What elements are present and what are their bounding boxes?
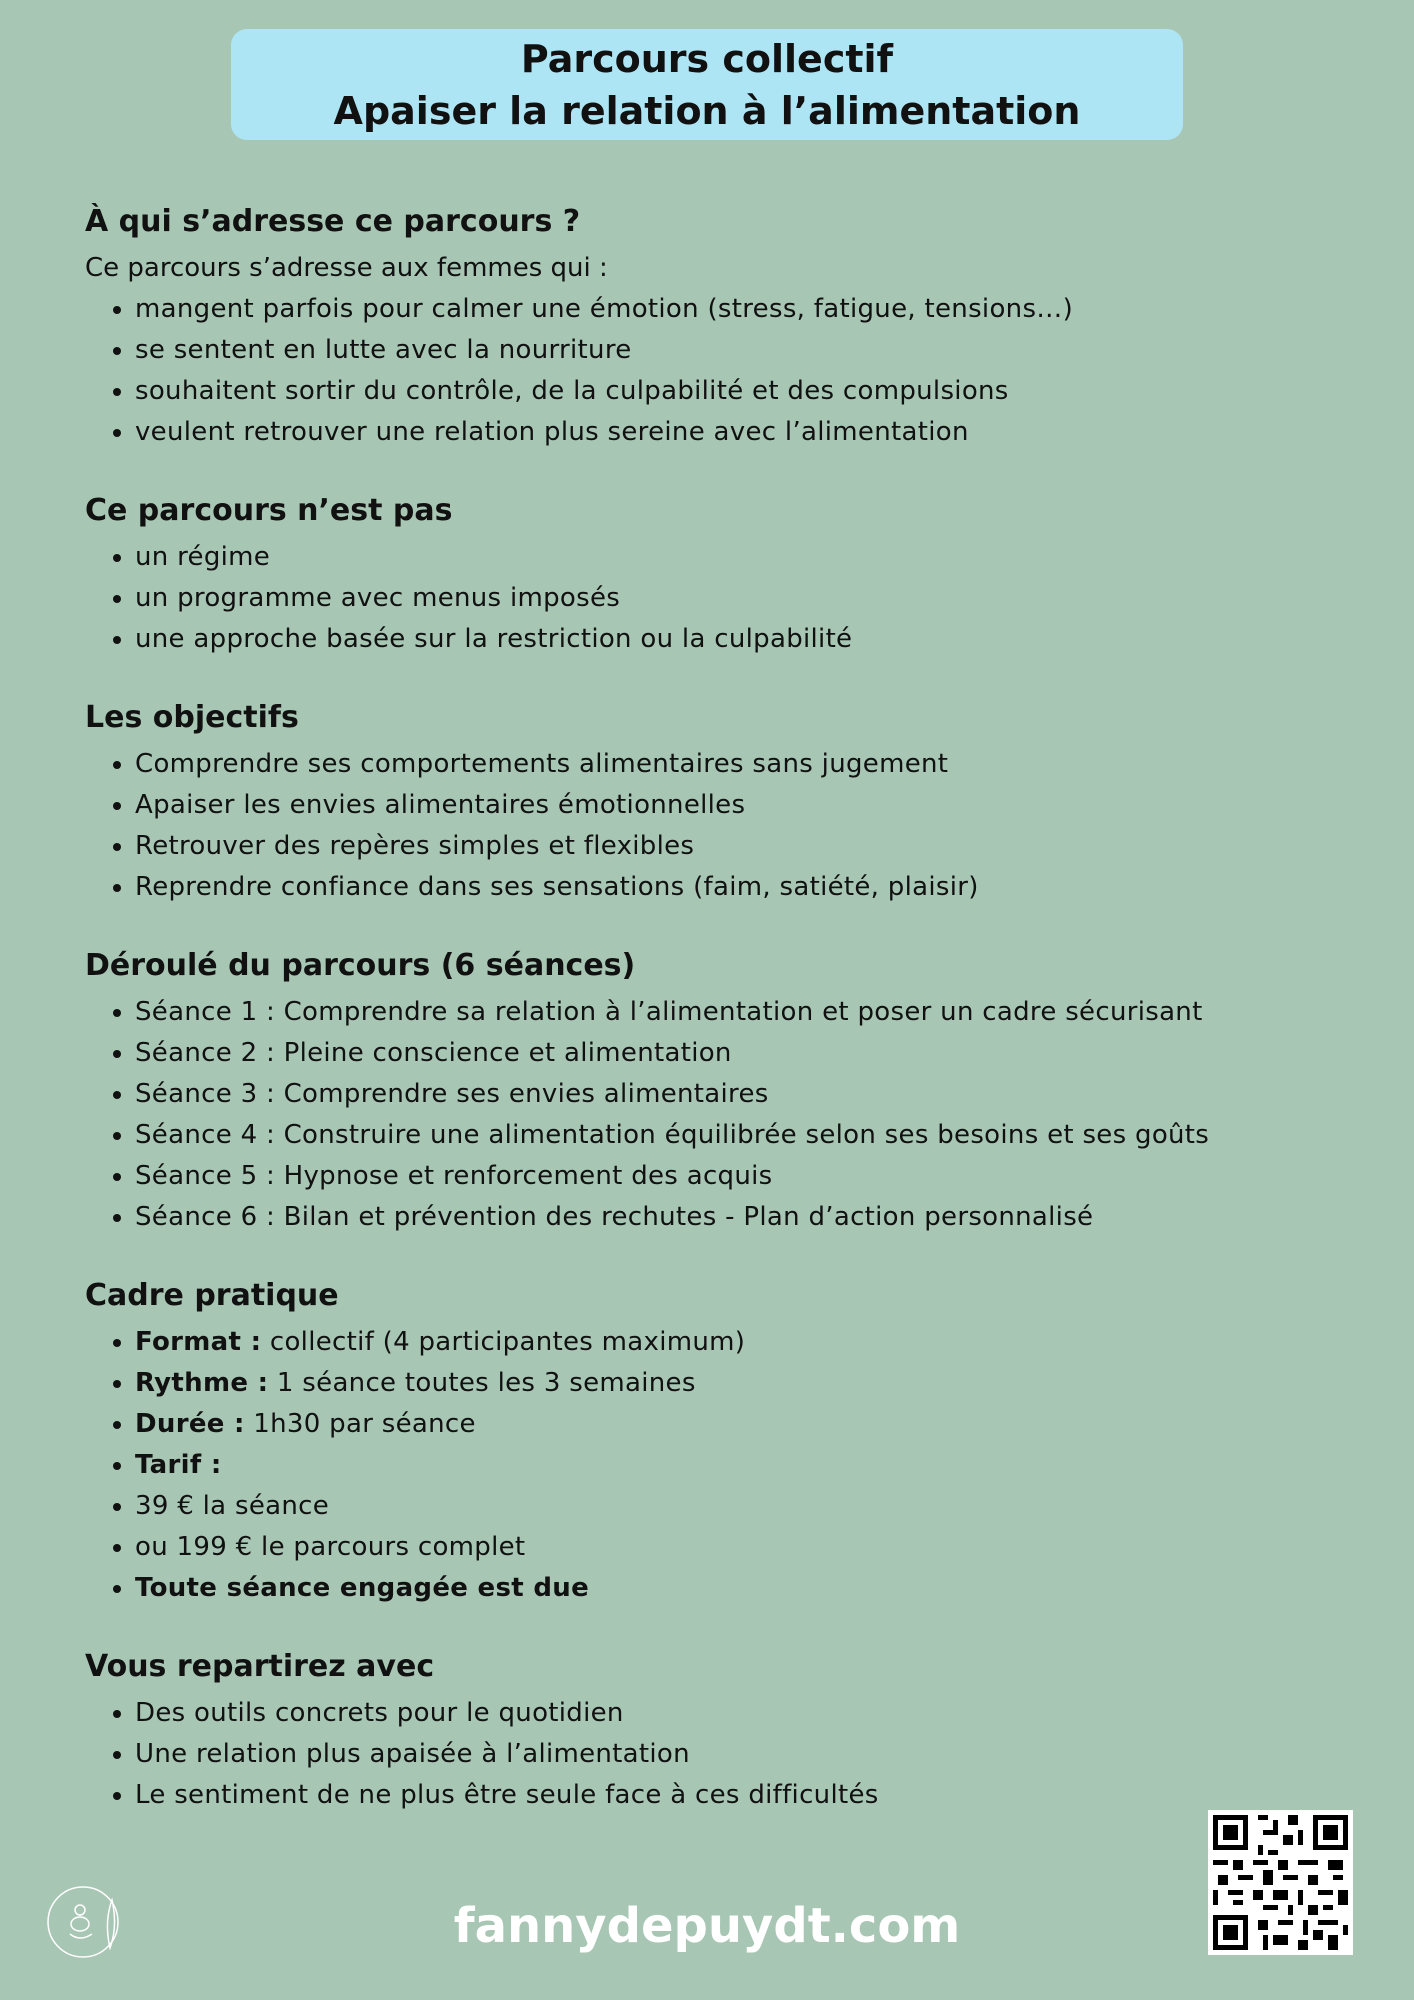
- section-goals: [85, 696, 1365, 908]
- section-practical: [85, 1274, 1365, 1609]
- rhythm-label: Rythme :: [135, 1368, 269, 1398]
- list-item: • Une relation plus apaisée à l’alimentation: [135, 1734, 1365, 1775]
- title-line-1: Parcours collectif: [520, 36, 894, 81]
- content: [85, 200, 1365, 1852]
- list-item: • mangent parfois pour calmer une émotion (stress, fatigue, tensions…): [135, 289, 1365, 330]
- list-item: • un programme avec menus imposés: [135, 578, 1365, 619]
- list-item: • Apaiser les envies alimentaires émotionnelles: [135, 785, 1365, 826]
- section-outcomes: [85, 1645, 1365, 1816]
- duration-label: Durée :: [135, 1409, 245, 1439]
- list-item: • Séance 6 : Bilan et prévention des rechutes - Plan d’action personnalisé: [135, 1197, 1365, 1238]
- list-item: • un régime: [135, 537, 1365, 578]
- section-title: Les objectifs: [85, 700, 299, 735]
- list-item: • une approche basée sur la restriction ou la culpabilité: [135, 619, 1365, 660]
- format-label: Format :: [135, 1327, 262, 1357]
- format-value: collectif (4 participantes maximum): [261, 1327, 746, 1357]
- section-audience: [85, 200, 1365, 453]
- list-item: • Des outils concrets pour le quotidien: [135, 1693, 1365, 1734]
- list-item: • Le sentiment de ne plus être seule face à ces difficultés: [135, 1775, 1365, 1816]
- price-label: Tarif :: [135, 1450, 222, 1480]
- section-not: [85, 489, 1365, 660]
- list-item: • veulent retrouver une relation plus sereine avec l’alimentation: [135, 412, 1365, 453]
- list-item: • 39 € la séance: [135, 1486, 1365, 1527]
- list-item: [135, 1445, 1365, 1486]
- section-title: Déroulé du parcours (6 séances): [85, 948, 636, 983]
- list-item: • Séance 5 : Hypnose et renforcement des acquis: [135, 1156, 1365, 1197]
- list-item: • se sentent en lutte avec la nourriture: [135, 330, 1365, 371]
- due-note: Toute séance engagée est due: [135, 1573, 590, 1603]
- section-title: Vous repartirez avec: [85, 1649, 435, 1684]
- list-item: • Séance 1 : Comprendre sa relation à l’alimentation et poser un cadre sécurisant: [135, 992, 1365, 1033]
- bullet-list: [85, 537, 1365, 660]
- section-title: Ce parcours n’est pas: [85, 493, 453, 528]
- rhythm-value: 1 séance toutes les 3 semaines: [268, 1368, 696, 1398]
- list-item: • souhaitent sortir du contrôle, de la culpabilité et des compulsions: [135, 371, 1365, 412]
- qr-code-icon: [1208, 1810, 1353, 1955]
- section-title: À qui s’adresse ce parcours ?: [85, 204, 581, 239]
- section-title: Cadre pratique: [85, 1278, 339, 1313]
- list-item: • Reprendre confiance dans ses sensations (faim, satiété, plaisir): [135, 867, 1365, 908]
- bullet-list: [85, 992, 1365, 1238]
- list-item: • Séance 3 : Comprendre ses envies alimentaires: [135, 1074, 1365, 1115]
- bullet-list: [85, 1322, 1365, 1609]
- list-item: [135, 1363, 1365, 1404]
- list-item: [135, 1404, 1365, 1445]
- list-item: [135, 1568, 1365, 1609]
- list-item: [135, 1322, 1365, 1363]
- bullet-list: [85, 1693, 1365, 1816]
- bullet-list: [85, 744, 1365, 908]
- list-item: • Séance 2 : Pleine conscience et alimentation: [135, 1033, 1365, 1074]
- list-item: • Retrouver des repères simples et flexibles: [135, 826, 1365, 867]
- duration-value: 1h30 par séance: [244, 1409, 476, 1439]
- title-line-2: Apaiser la relation à l’alimentation: [333, 88, 1081, 133]
- bullet-list: [85, 289, 1365, 453]
- list-item: • Séance 4 : Construire une alimentation équilibrée selon ses besoins et ses goûts: [135, 1115, 1365, 1156]
- title-banner: [231, 29, 1183, 140]
- list-item: • ou 199 € le parcours complet: [135, 1527, 1365, 1568]
- website-url[interactable]: fannydepuydt.com: [453, 1898, 961, 1954]
- list-item: • Comprendre ses comportements alimentaires sans jugement: [135, 744, 1365, 785]
- section-intro: Ce parcours s’adresse aux femmes qui :: [85, 253, 608, 283]
- section-sessions: [85, 944, 1365, 1238]
